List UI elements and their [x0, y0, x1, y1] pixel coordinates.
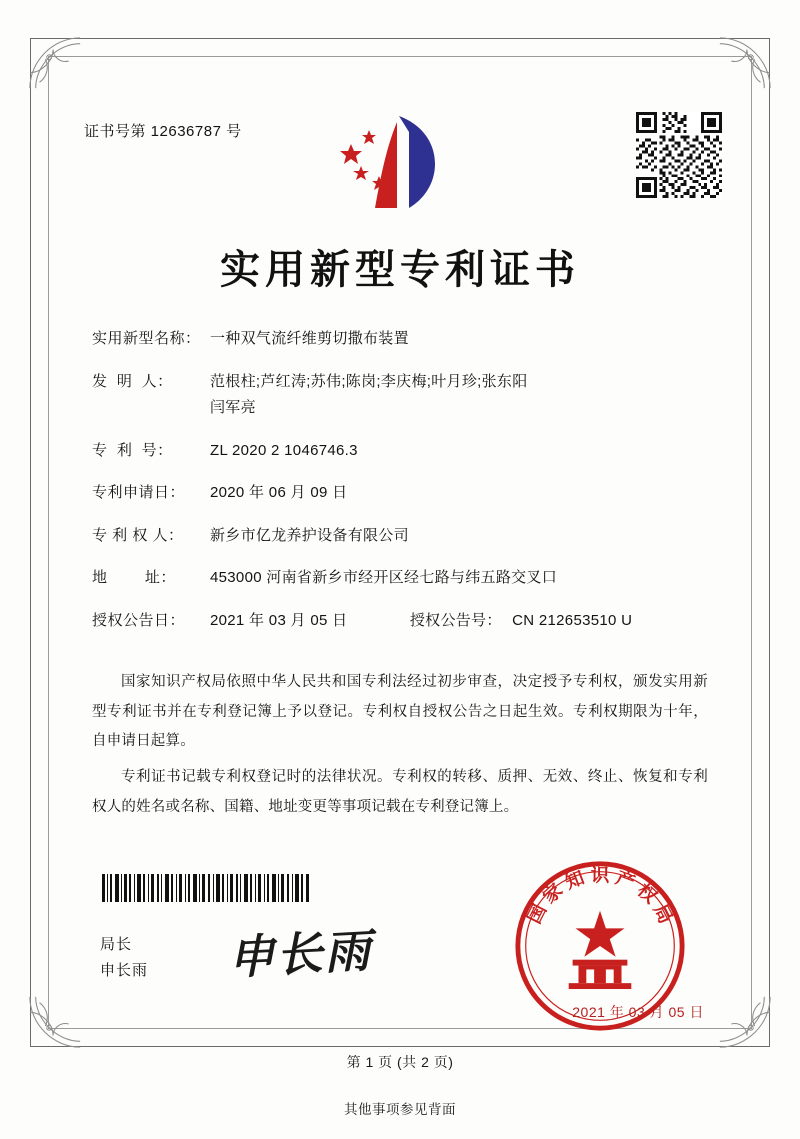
corner-ornament-icon: [26, 34, 84, 92]
svg-text:识: 识: [590, 865, 610, 887]
field-grant-announcement: [92, 610, 708, 633]
field-address: [92, 567, 708, 590]
field-value: 2020 年 06 月 09 日: [210, 484, 348, 501]
field-value: 新乡市亿龙养护设备有限公司: [210, 526, 409, 544]
footer-note: 其他事项参见背面: [344, 1102, 456, 1117]
certificate-number: 证书号第 12636787 号: [84, 123, 242, 140]
field-value: 一种双气流纤维剪切撒布装置: [210, 330, 409, 347]
qr-code-icon: [636, 112, 722, 198]
field-utility-model-name: [92, 328, 708, 351]
director-name: 申长雨: [100, 962, 149, 980]
grant-date-value: 2021 年 03 月 05 日: [210, 611, 348, 629]
cnipa-logo-icon: [335, 108, 465, 218]
field-value: 范根柱;芦红涛;苏伟;陈岗;李庆梅;叶月珍;张东阳: [210, 372, 528, 390]
corner-ornament-icon: [716, 34, 774, 92]
legal-paragraph: 国家知识产权局依照中华人民共和国专利法经过初步审查，决定授予专利权，颁发实用新型专利证书并在专利登记簿上予以登记。专利权自授权公告之日起生效。专利权期限为十年，自申请日起算。: [92, 674, 708, 750]
seal-date: 2021 年 03 月 05 日: [572, 1004, 704, 1020]
field-value-group: [210, 371, 708, 420]
corner-ornament-icon: [716, 993, 774, 1051]
svg-text:国: 国: [524, 901, 552, 928]
field-label: 发 明 人：: [92, 372, 173, 390]
field-value-continued: 闫军亮: [210, 399, 256, 416]
legal-paragraph: 专利证书记载专利权登记时的法律状况。专利权的转移、质押、无效、终止、恢复和专利权人的姓名或名称、国籍、地址变更等事项记载在专利登记簿上。: [92, 769, 708, 815]
director-block: [100, 932, 148, 985]
grant-number-label: 授权公告号：: [409, 611, 502, 629]
field-value: 453000 河南省新乡市经开区经七路与纬五路交叉口: [210, 569, 558, 586]
field-label: 授权公告日：: [92, 611, 186, 629]
svg-text:知: 知: [562, 867, 588, 894]
field-label: 专 利 号：: [92, 441, 173, 459]
field-application-date: [92, 482, 708, 505]
svg-text:局: 局: [648, 901, 676, 928]
barcode-icon: [100, 874, 312, 902]
field-patentee: [92, 525, 708, 548]
svg-text:产: 产: [612, 867, 638, 894]
field-list: [92, 328, 708, 652]
svg-text:权: 权: [632, 879, 661, 908]
field-value: ZL 2020 2 1046746.3: [210, 441, 358, 459]
grant-number-value: CN 212653510 U: [512, 611, 633, 629]
field-label: 专 利 权 人：: [92, 526, 184, 544]
field-inventors: [92, 371, 708, 420]
director-label: 局长: [100, 936, 133, 953]
field-label: 实用新型名称：: [92, 330, 201, 347]
page-number: 第 1 页 (共 2 页): [346, 1054, 454, 1070]
svg-text:家: 家: [539, 879, 568, 908]
field-label: 专利申请日：: [92, 484, 186, 501]
legal-text: [92, 668, 708, 829]
page-title: 实用新型专利证书: [220, 247, 580, 293]
field-label: 地 址：: [92, 569, 176, 586]
field-value-group: [210, 610, 708, 633]
director-handwritten-signature: 申长雨: [226, 923, 374, 985]
corner-ornament-icon: [26, 993, 84, 1051]
field-patent-number: [92, 440, 708, 463]
